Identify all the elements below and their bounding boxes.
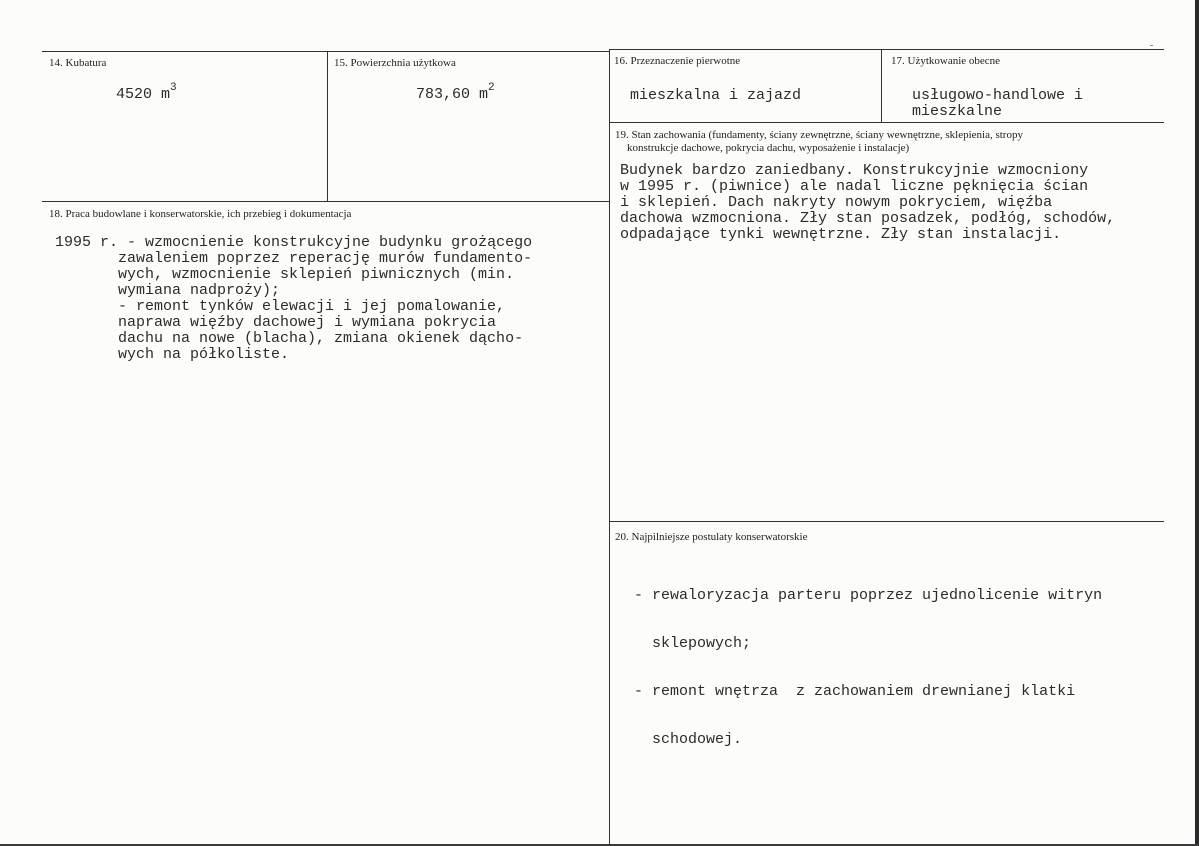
- field-19-line: w 1995 r. (piwnice) ale nadal liczne pęknięcia ścian: [620, 178, 1089, 195]
- field-14-value: [116, 82, 177, 103]
- field-18-label: 18. Praca budowlane i konserwatorskie, ich przebieg i dokumentacja: [49, 208, 352, 220]
- field-17-line: usługowo-handlowe i: [912, 87, 1084, 104]
- field-19-line: Budynek bardzo zaniedbany. Konstrukcyjnie wzmocniony: [620, 162, 1089, 179]
- field-17-value: [912, 88, 1083, 120]
- field-15-value: [416, 82, 495, 103]
- field-18-line: zawaleniem poprzez reperację murów fundamento-: [118, 250, 533, 267]
- field-20-value: [634, 556, 1102, 780]
- field-19-label: [615, 129, 1023, 155]
- field-14-exponent: 3: [170, 82, 177, 94]
- rule-above-18: [42, 201, 610, 202]
- field-18-line: wymiana nadproży);: [118, 282, 281, 299]
- field-19-label-line: 19. Stan zachowania (fundamenty, ściany zewnętrzne, ściany wewnętrzne, sklepienia, stropy: [615, 129, 1023, 141]
- field-18-line: naprawa więźby dachowej i wymiana pokrycia: [118, 314, 497, 331]
- field-20-line: - rewaloryzacja parteru poprzez ujednolicenie witryn: [634, 587, 1103, 604]
- field-18-line: dachu na nowe (blacha), zmiana okienek dącho-: [118, 330, 524, 347]
- field-18-line: - remont tynków elewacji i jej pomalowanie,: [118, 298, 506, 315]
- divider-14-15: [327, 51, 328, 201]
- field-15-label: 15. Powierzchnia użytkowa: [334, 57, 456, 69]
- field-14-number: 4520 m: [116, 86, 171, 103]
- field-18-line: 1995 r. - wzmocnienie konstrukcyjne budynku grożącego: [55, 234, 533, 251]
- field-19-label-line: konstrukcje dachowe, pokrycia dachu, wyposażenie i instalacje): [627, 142, 910, 154]
- rule-below-16-17: [610, 122, 1164, 123]
- field-14-label: 14. Kubatura: [49, 57, 107, 69]
- field-20-line: schodowej.: [634, 731, 743, 748]
- field-19-line: i sklepień. Dach nakryty nowym pokryciem, więźba: [620, 194, 1053, 211]
- field-16-label: 16. Przeznaczenie pierwotne: [614, 55, 741, 67]
- field-16-value: mieszkalna i zajazd: [630, 87, 802, 104]
- field-15-number: 783,60 m: [416, 86, 489, 103]
- top-rule-right: [610, 49, 1164, 50]
- field-19-line: odpadające tynki wewnętrzne. Zły stan instalacji.: [620, 226, 1062, 243]
- rule-above-20: [610, 521, 1164, 522]
- field-20-label: 20. Najpilniejsze postulaty konserwatorskie: [615, 531, 808, 543]
- field-18-line: wych, wzmocnienie sklepień piwnicznych (min.: [118, 266, 515, 283]
- field-20-line: - remont wnętrza z zachowaniem drewnianej klatki: [634, 683, 1076, 700]
- top-rule-left: [42, 51, 610, 52]
- field-18-value: [55, 235, 532, 363]
- field-18-line: wych na półkoliste.: [118, 346, 290, 363]
- field-17-label: 17. Użytkowanie obecne: [891, 55, 1001, 67]
- center-divider: [609, 49, 610, 845]
- field-19-value: [620, 163, 1115, 243]
- scan-mark: [1150, 45, 1153, 46]
- field-15-exponent: 2: [488, 82, 495, 94]
- divider-16-17: [881, 49, 882, 122]
- scan-edge-right: [1195, 0, 1199, 846]
- field-20-line: sklepowych;: [634, 635, 752, 652]
- field-17-line: mieszkalne: [912, 103, 1003, 120]
- field-19-line: dachowa wzmocniona. Zły stan posadzek, podłóg, schodów,: [620, 210, 1116, 227]
